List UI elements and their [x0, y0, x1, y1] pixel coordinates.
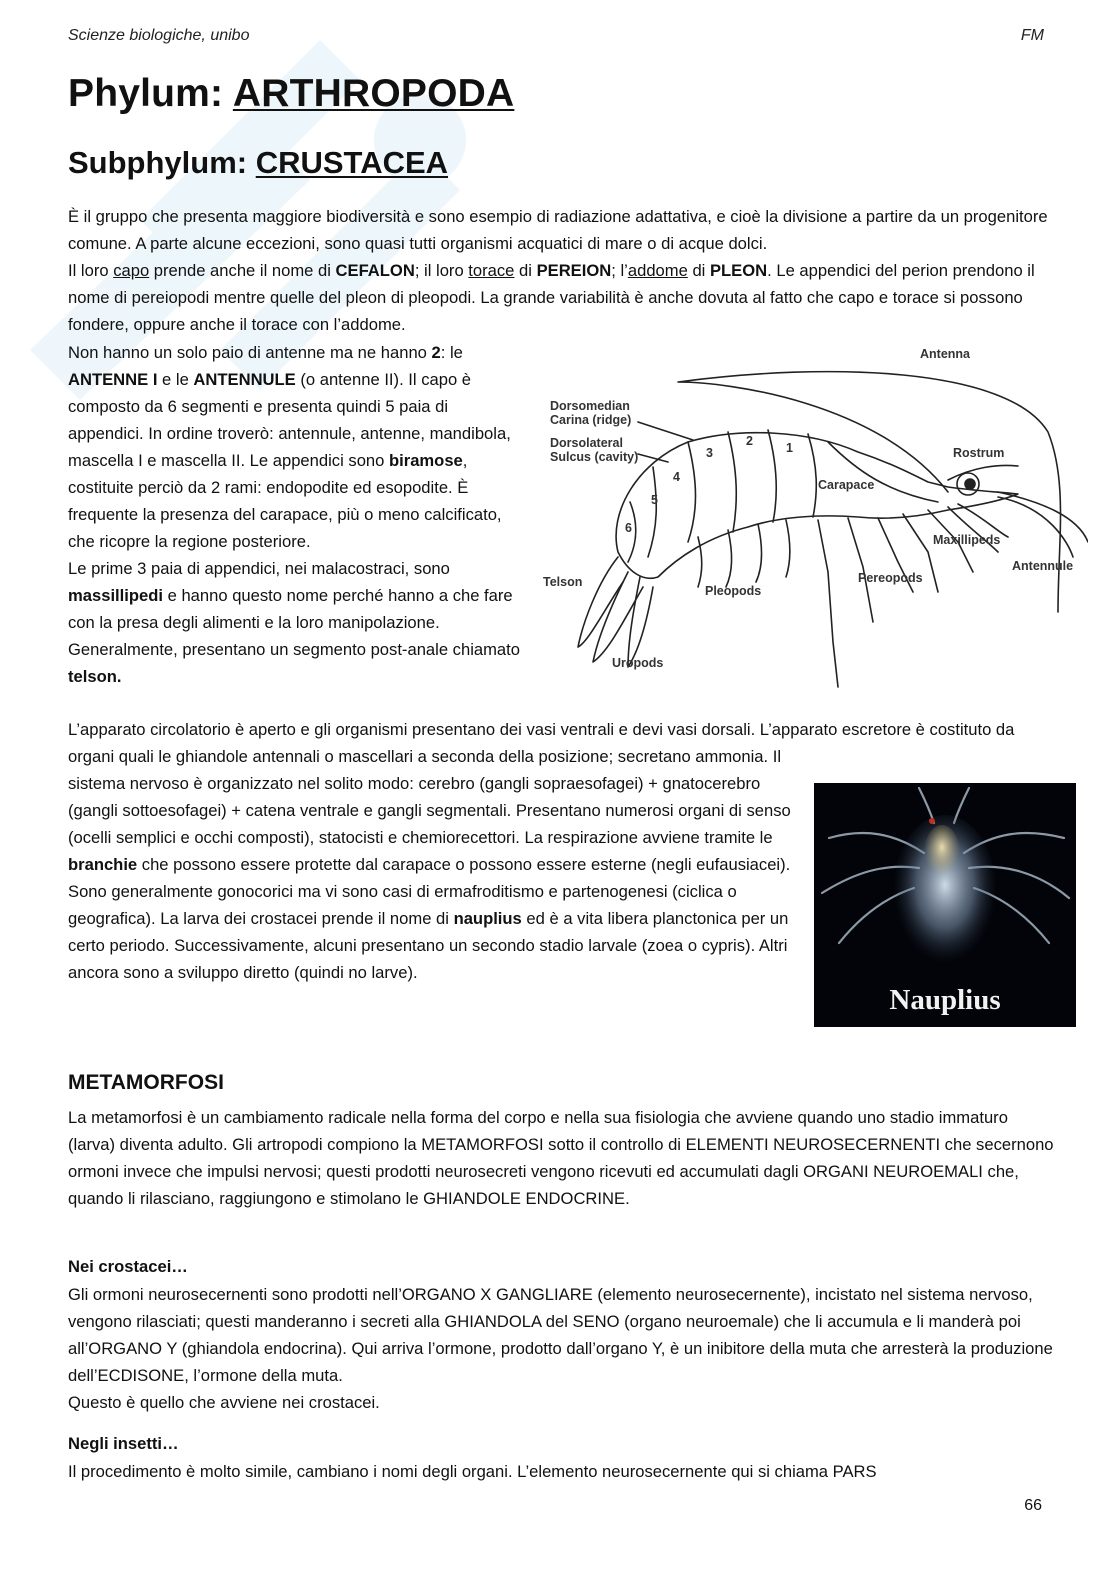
segment-number: 6 [625, 521, 632, 535]
label-dorsomedian-2: Carina (ridge) [550, 413, 632, 427]
page-title: Phylum: ARTHROPODA [68, 72, 515, 115]
label-antenna: Antenna [920, 347, 970, 361]
label-antennule: Antennule [1012, 559, 1074, 573]
label-dorsomedian-1: Dorsomedian [550, 399, 630, 413]
antenne-paragraph: Non hanno un solo paio di antenne ma ne hanno 2: le ANTENNE I e le ANTENNULE (o antenne II). Il capo è composto da 6 segmenti e presenta quindi 5 paia di appendici. In ordine troverò: antennule, antenne, mandibola, mascella I e mascella II. Le appendici sono biramose, costituite perciò da 2 rami: endopodite ed esopodite. È frequente la presenza del carapace, più o meno calcificato, che ricopre la regione posteriore. Le prime 3 paia di appendici, nei malacostraci, sono massillipedi e hanno questo nome perché hanno a che fare con la presa degli alimenti e la loro manipolazione. Generalmente, presentano un segmento post-anale chiamato telson. [68, 343, 521, 686]
label-pereopods: Pereopods [858, 571, 923, 585]
crostacei-heading: Nei crostacei… [68, 1257, 188, 1276]
header-initials: FM [1020, 27, 1044, 44]
metamorfosi-heading: METAMORFOSI [68, 1071, 224, 1094]
label-telson: Telson [543, 575, 583, 589]
segment-number: 1 [786, 441, 793, 455]
segment-number: 2 [746, 434, 753, 448]
label-dorsolateral-1: Dorsolateral [550, 436, 623, 450]
shrimp-anatomy-diagram [528, 342, 1088, 702]
insetti-paragraph: Il procedimento è molto simile, cambiano i nomi degli organi. L’elemento neurosecernente qui si chiama PARS [68, 1462, 877, 1481]
segment-number: 5 [651, 493, 658, 507]
insetti-heading: Negli insetti… [68, 1434, 179, 1453]
subphylum-name: CRUSTACEA [255, 145, 449, 180]
crostacei-paragraph: Gli ormoni neurosecernenti sono prodotti nell’ORGANO X GANGLIARE (elemento neurosecernente), incistato nel sistema nervoso, vengono rilasciati; questi manderanno i secreti alla GHIANDOLA del SENO (organo neuroemale) che li accumula e li manderà poi all’ORGANO Y (ghiandola endocrina). Qui arriva l’ormone, prodotto dall’organo Y, è un inibitore della muta che arresterà la produzione dell’ECDISONE, l’ormone della muta. Questo è quello che avviene nei crostacei. [68, 1285, 1053, 1412]
circolatorio-paragraph: L’apparato circolatorio è aperto e gli organismi presentano dei vasi ventrali e devi vasi dorsali. L’apparato escretore è costituto da organi quali le ghiandole antennali o mascellari a seconda della posizione; secretano ammonia. Il [68, 720, 1015, 766]
intro-paragraph: È il gruppo che presenta maggiore biodiversità e sono esempio di radiazione adattativa, e cioè la divisione a partire da un progenitore comune. A parte alcune eccezioni, sono quasi tutti organismi acquatici di mare o di acque dolci. Il loro capo prende anche il nome di CEFALON; il loro torace di PEREION; l’addome di PLEON. Le appendici del perion prendono il nome di pereiopodi mentre quelle del pleon di pleopodi. La grande variabilità è anche dovuta al fatto che capo e torace si possono fondere, oppure anche il torace con l’addome. [68, 207, 1048, 334]
segment-number: 4 [673, 470, 680, 484]
nauplius-photo [814, 783, 1076, 1027]
metamorfosi-paragraph: La metamorfosi è un cambiamento radicale nella forma del corpo e nella sua fisiologia che avviene quando uno stadio immaturo (larva) diventa adulto. Gli artropodi compiono la METAMORFOSI sotto il controllo di ELEMENTI NEUROSECERNENTI che secernono ormoni invece che impulsi nervosi; questi prodotti neurosecreti vengono ricevuti ed accumulati dagli ORGANI NEUROEMALI che, quando li rilasciano, raggiungono e stimolano le GHIANDOLE ENDOCRINE. [68, 1108, 1054, 1208]
label-carapace: Carapace [818, 478, 875, 492]
nauplius-caption: Nauplius [889, 984, 1001, 1016]
page-subtitle: Subphylum: CRUSTACEA [68, 145, 449, 180]
label-maxillipeds: Maxillipeds [933, 533, 1001, 547]
phylum-name: ARTHROPODA [232, 72, 515, 115]
nervoso-paragraph: sistema nervoso è organizzato nel solito modo: cerebro (gangli sopraesofagei) + gnatocerebro (gangli sottoesofagei) + catena ventrale e gangli segmentali. Presentano numerosi organi di senso (ocelli semplici e occhi composti), statocisti e chemiorecettori. La respirazione avviene tramite le branchie che possono essere protette dal carapace o possono essere esterne (negli eufausiacei). Sono generalmente gonocorici ma vi sono casi di ermafroditismo e partenogenesi (ciclica o geografica). La larva dei crostacei prende il nome di nauplius ed è a vita libera planctonica per un certo periodo. Successivamente, alcuni presentano un secondo stadio larvale (zoea o cypris). Altri ancora sono a sviluppo diretto (quindi no larve). [68, 774, 791, 982]
label-dorsolateral-2: Sulcus (cavity) [550, 450, 639, 464]
segment-number: 3 [706, 446, 713, 460]
header-course: Scienze biologiche, unibo [68, 27, 250, 44]
label-pleopods: Pleopods [705, 584, 762, 598]
label-uropods: Uropods [612, 656, 664, 670]
page-number: 66 [1024, 1497, 1042, 1514]
label-rostrum: Rostrum [953, 446, 1005, 460]
